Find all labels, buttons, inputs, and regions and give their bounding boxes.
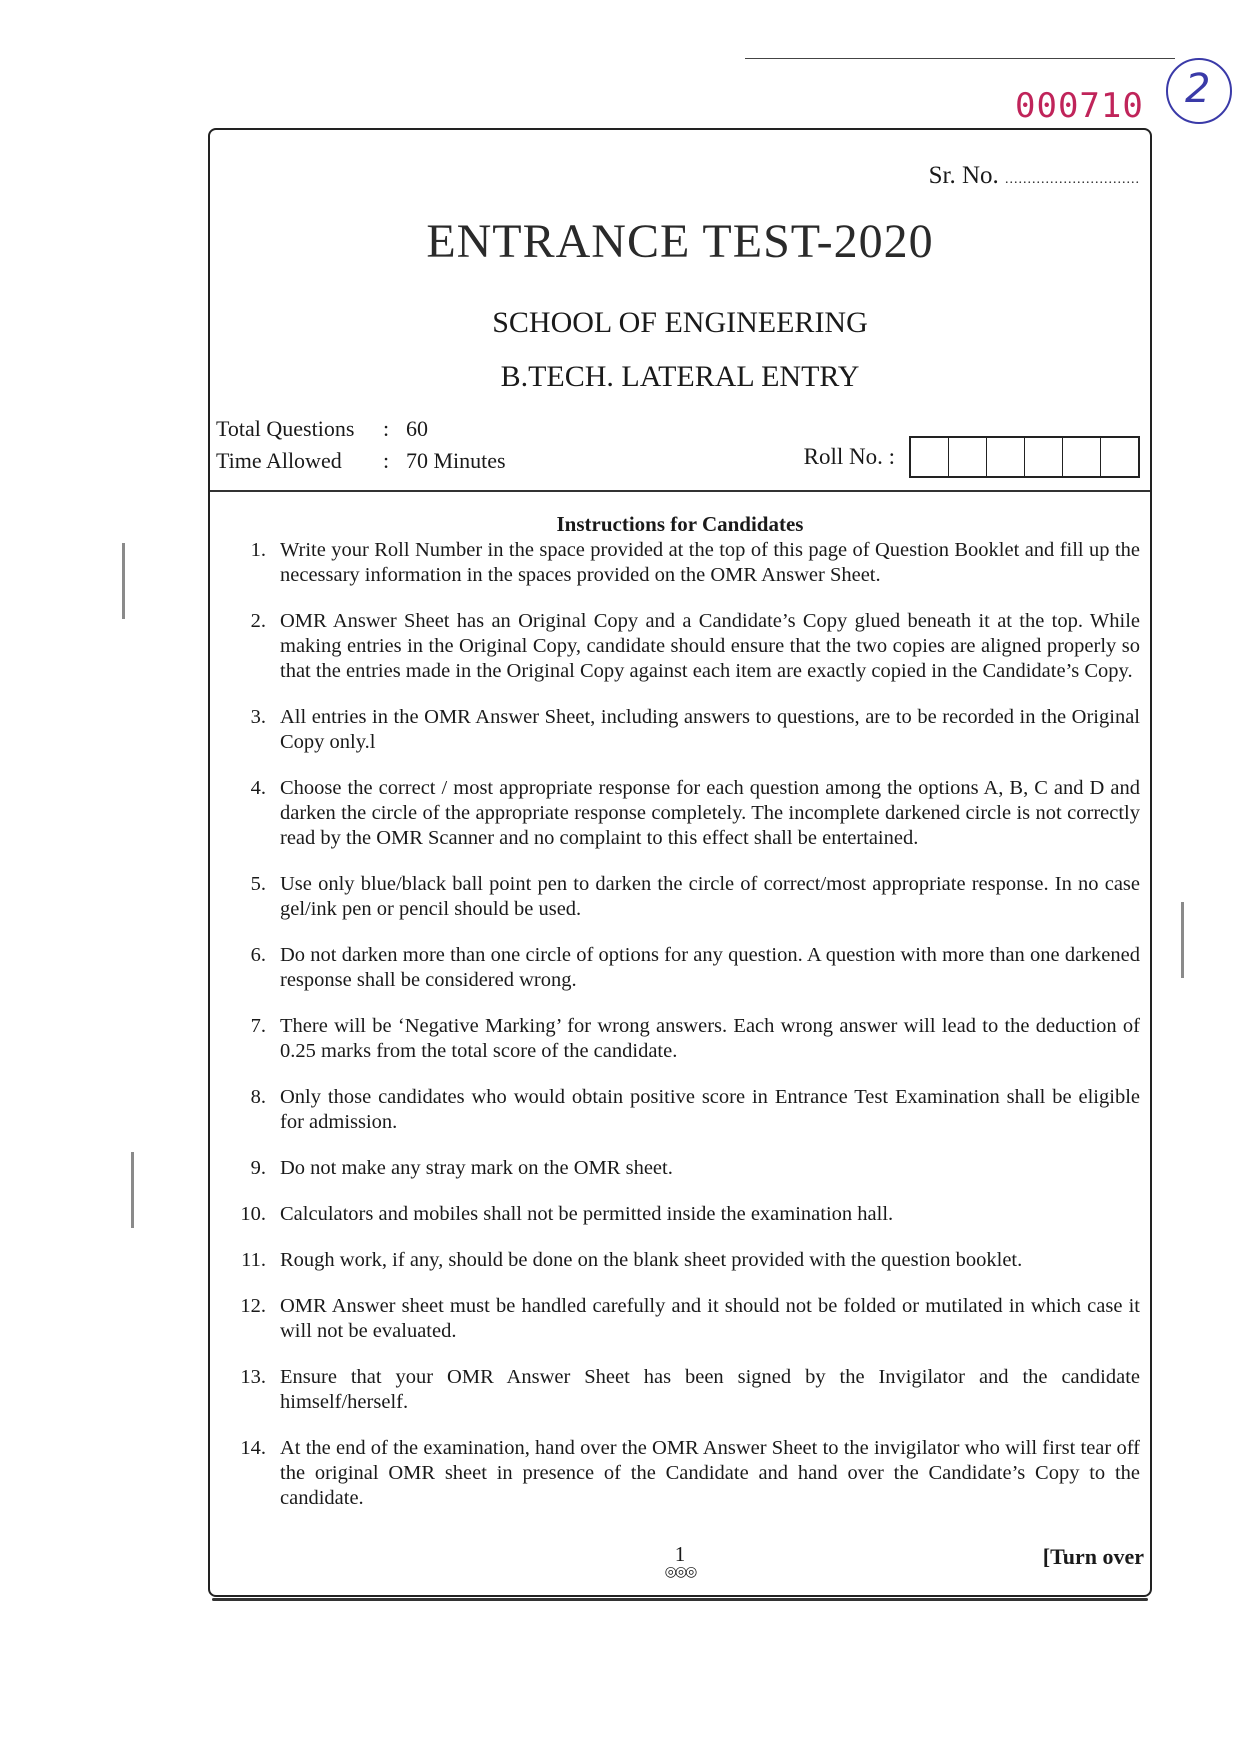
instruction-number: 9.	[250, 1157, 266, 1179]
footer-ornament-icon: ◎◎◎	[664, 1565, 696, 1580]
roll-number-box[interactable]	[948, 438, 986, 476]
instruction-item	[210, 705, 1140, 755]
instruction-text: There will be ‘Negative Marking’ for wrong answers. Each wrong answer will lead to the deduction of 0.25 marks from the total score of the candidate.	[280, 1015, 1140, 1062]
instruction-item	[210, 1202, 1140, 1227]
instruction-number: 1.	[250, 539, 266, 561]
roll-number-box[interactable]	[986, 438, 1024, 476]
time-allowed-separator: :	[382, 448, 390, 473]
time-allowed-row	[216, 448, 506, 474]
instruction-number: 8.	[250, 1086, 266, 1108]
question-booklet-cover	[208, 128, 1152, 1597]
instruction-item	[210, 1365, 1140, 1415]
instructions-heading: Instructions for Candidates	[556, 512, 804, 536]
program-name: B.TECH. LATERAL ENTRY	[500, 360, 860, 393]
instruction-number: 12.	[240, 1295, 266, 1317]
scan-mark-left-lower	[131, 1152, 134, 1228]
total-questions-separator: :	[382, 416, 390, 441]
instruction-text: All entries in the OMR Answer Sheet, including answers to questions, are to be recorded in the Original Copy only.l	[280, 706, 1140, 753]
top-rule	[745, 58, 1175, 59]
instruction-text: Write your Roll Number in the space provided at the top of this page of Question Booklet and fill up the necessary information in the spaces provided on the OMR Answer Sheet.	[280, 539, 1140, 586]
instruction-item	[210, 609, 1140, 684]
serial-number-field	[929, 162, 1140, 190]
roll-number-label: Roll No. :	[803, 444, 895, 469]
serial-number-blank: ..............................	[1005, 172, 1140, 187]
instruction-number: 2.	[250, 610, 266, 632]
instruction-item	[210, 872, 1140, 922]
instruction-text: Only those candidates who would obtain positive score in Entrance Test Examination shall be eligible for admission.	[280, 1086, 1140, 1133]
instruction-number: 3.	[250, 706, 266, 728]
instruction-number: 4.	[250, 777, 266, 799]
roll-number-box[interactable]	[1100, 438, 1138, 476]
circled-number: 2	[1185, 66, 1211, 112]
instruction-number: 10.	[240, 1203, 266, 1225]
instruction-text: Do not darken more than one circle of options for any question. A question with more than one darkened response shall be considered wrong.	[280, 944, 1140, 991]
time-allowed-value: 70 Minutes	[406, 448, 506, 473]
instruction-number: 7.	[250, 1015, 266, 1037]
instruction-item	[210, 1436, 1140, 1511]
instruction-text: OMR Answer Sheet has an Original Copy and a Candidate’s Copy glued beneath it at the top. While making entries in the Original Copy, candidate should ensure that the two copies are aligned properly so that the entries made in the Original Copy against each item are exactly copied in the Candidate’s Copy.	[280, 610, 1140, 682]
roll-number-box[interactable]	[1062, 438, 1100, 476]
instruction-number: 11.	[241, 1249, 266, 1271]
instruction-item	[210, 538, 1140, 588]
instruction-text: Calculators and mobiles shall not be permitted inside the examination hall.	[280, 1203, 894, 1225]
instruction-text: Use only blue/black ball point pen to darken the circle of correct/most appropriate response. In no case gel/ink pen or pencil should be used.	[280, 873, 1140, 920]
total-questions-value: 60	[406, 416, 428, 441]
circled-number-mark	[1166, 58, 1232, 124]
school-name: SCHOOL OF ENGINEERING	[492, 306, 868, 339]
instruction-item	[210, 1248, 1140, 1273]
instruction-item	[210, 1014, 1140, 1064]
instruction-item	[210, 943, 1140, 993]
instruction-number: 5.	[250, 873, 266, 895]
header-divider	[210, 490, 1150, 492]
total-questions-label: Total Questions	[216, 416, 355, 441]
instruction-number: 6.	[250, 944, 266, 966]
instruction-text: Do not make any stray mark on the OMR sheet.	[280, 1157, 673, 1179]
serial-stamp: 000710	[1015, 86, 1144, 126]
instruction-item	[210, 776, 1140, 851]
page-number: 1	[674, 1542, 686, 1566]
total-questions-row	[216, 416, 428, 442]
exam-title: ENTRANCE TEST-2020	[426, 215, 934, 268]
instruction-number: 14.	[240, 1437, 266, 1459]
roll-number-boxes	[909, 436, 1140, 478]
instruction-item	[210, 1156, 1140, 1181]
instruction-text: Rough work, if any, should be done on the blank sheet provided with the question booklet.	[280, 1249, 1023, 1271]
roll-number-box[interactable]	[911, 438, 948, 476]
instruction-text: Choose the correct / most appropriate response for each question among the options A, B, C and D and darken the circle of the appropriate response completely. The incomplete darkened circle is not correctly read by the OMR Scanner and no complaint to this effect shall be entertained.	[280, 777, 1140, 849]
serial-number-label: Sr. No.	[928, 162, 999, 189]
time-allowed-label: Time Allowed	[216, 448, 342, 473]
instruction-text: OMR Answer sheet must be handled carefully and it should not be folded or mutilated in which case it will not be evaluated.	[280, 1295, 1140, 1342]
instructions-list	[210, 538, 1140, 1532]
instruction-item	[210, 1085, 1140, 1135]
scan-mark-left-upper	[122, 543, 125, 619]
scan-mark-right	[1181, 902, 1184, 978]
instruction-number: 13.	[240, 1366, 266, 1388]
roll-number-field	[804, 436, 1140, 478]
instruction-item	[210, 1294, 1140, 1344]
roll-number-box[interactable]	[1024, 438, 1062, 476]
instruction-text: At the end of the examination, hand over the OMR Answer Sheet to the invigilator who will first tear off the original OMR sheet in presence of the Candidate and hand over the Candidate’s Copy to the candidate.	[280, 1437, 1140, 1509]
instruction-text: Ensure that your OMR Answer Sheet has been signed by the Invigilator and the candidate himself/herself.	[280, 1366, 1140, 1413]
turn-over-note: [Turn over	[1042, 1544, 1144, 1569]
